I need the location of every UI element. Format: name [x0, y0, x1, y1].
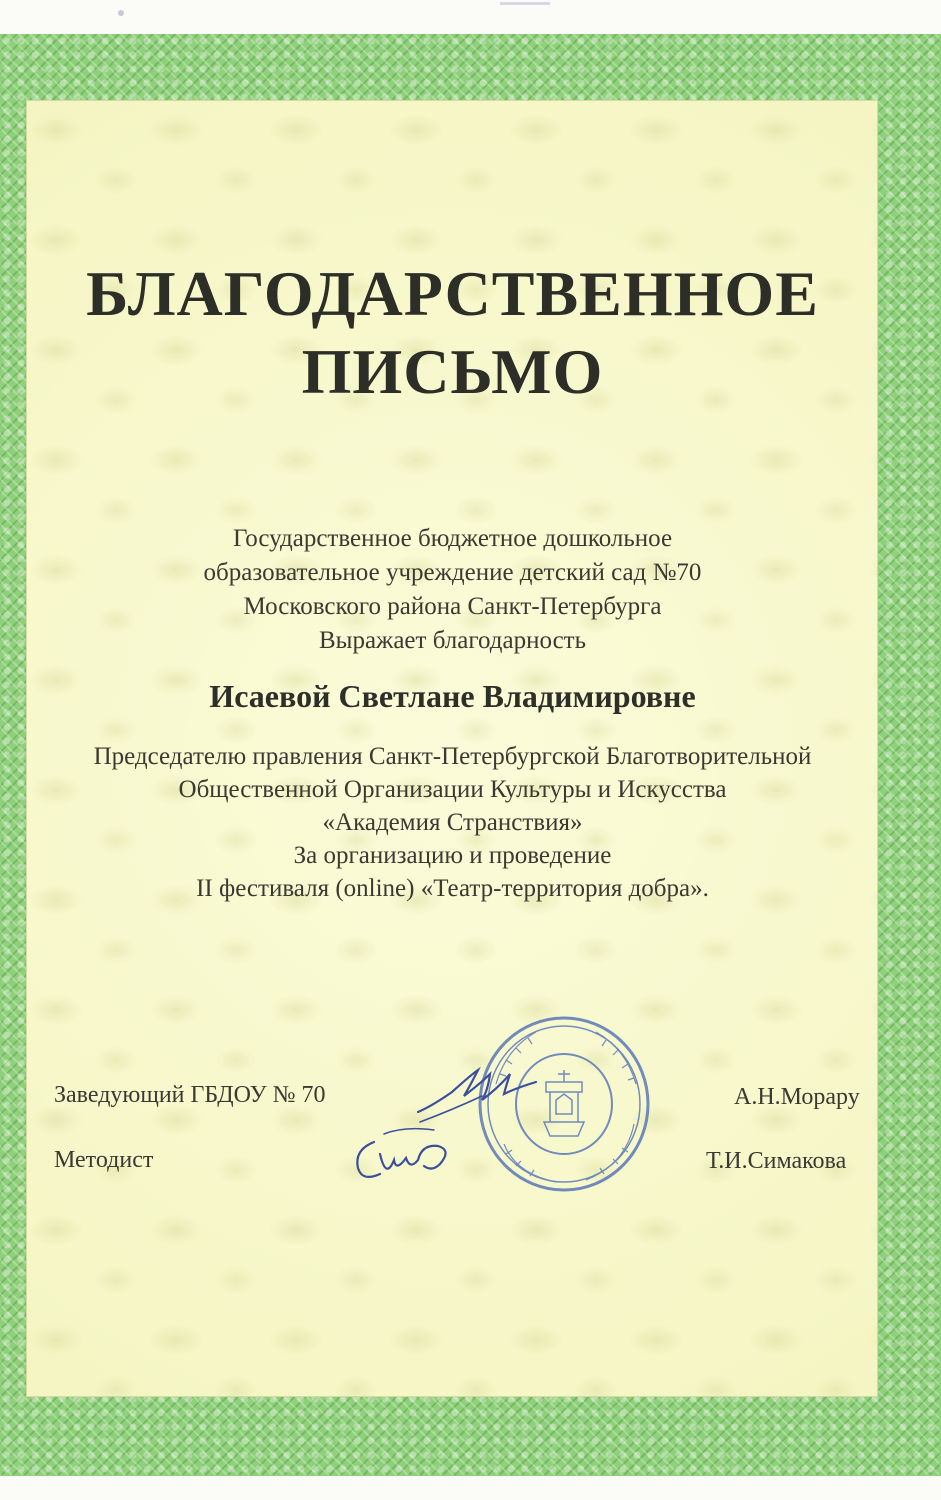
- reason-line-4: За организацию и проведение: [293, 842, 612, 869]
- scan-speck: [500, 2, 550, 5]
- reason-line-5: II фестиваля (online) «Театр-территория добра».: [196, 875, 709, 902]
- scan-speck: [118, 10, 124, 16]
- signature-icon: [344, 1120, 474, 1190]
- reason-line-3: «Академия Странствия»: [322, 809, 583, 836]
- signer-name-methodist: Т.И.Симакова: [706, 1148, 847, 1174]
- signer-role-methodist: Методист: [54, 1147, 154, 1173]
- title-line-1: БЛАГОДАРСТВЕННОЕ: [86, 258, 819, 329]
- reason-block: [0, 740, 905, 905]
- recipient-name: Исаевой Светлане Владимировне: [209, 678, 696, 714]
- reason-line-2: Общественной Организации Культуры и Искусства: [178, 776, 727, 803]
- reason-line-1: Председателю правления Санкт-Петербургской Благотворительной: [93, 743, 812, 770]
- organization-line-4: Выражает благодарность: [318, 627, 587, 654]
- organization-line-3: Московского района Санкт-Петербурга: [243, 593, 662, 620]
- signature-icon: [412, 1052, 542, 1130]
- signer-name-head: А.Н.Морару: [734, 1084, 860, 1110]
- organization-block: [0, 522, 905, 658]
- organization-line-1: Государственное бюджетное дошкольное: [232, 525, 673, 552]
- title-line-2: ПИСЬМО: [301, 336, 604, 407]
- organization-line-2: образовательное учреждение детский сад №70: [203, 559, 702, 586]
- signer-role-head: Заведующий ГБДОУ № 70: [54, 1082, 326, 1108]
